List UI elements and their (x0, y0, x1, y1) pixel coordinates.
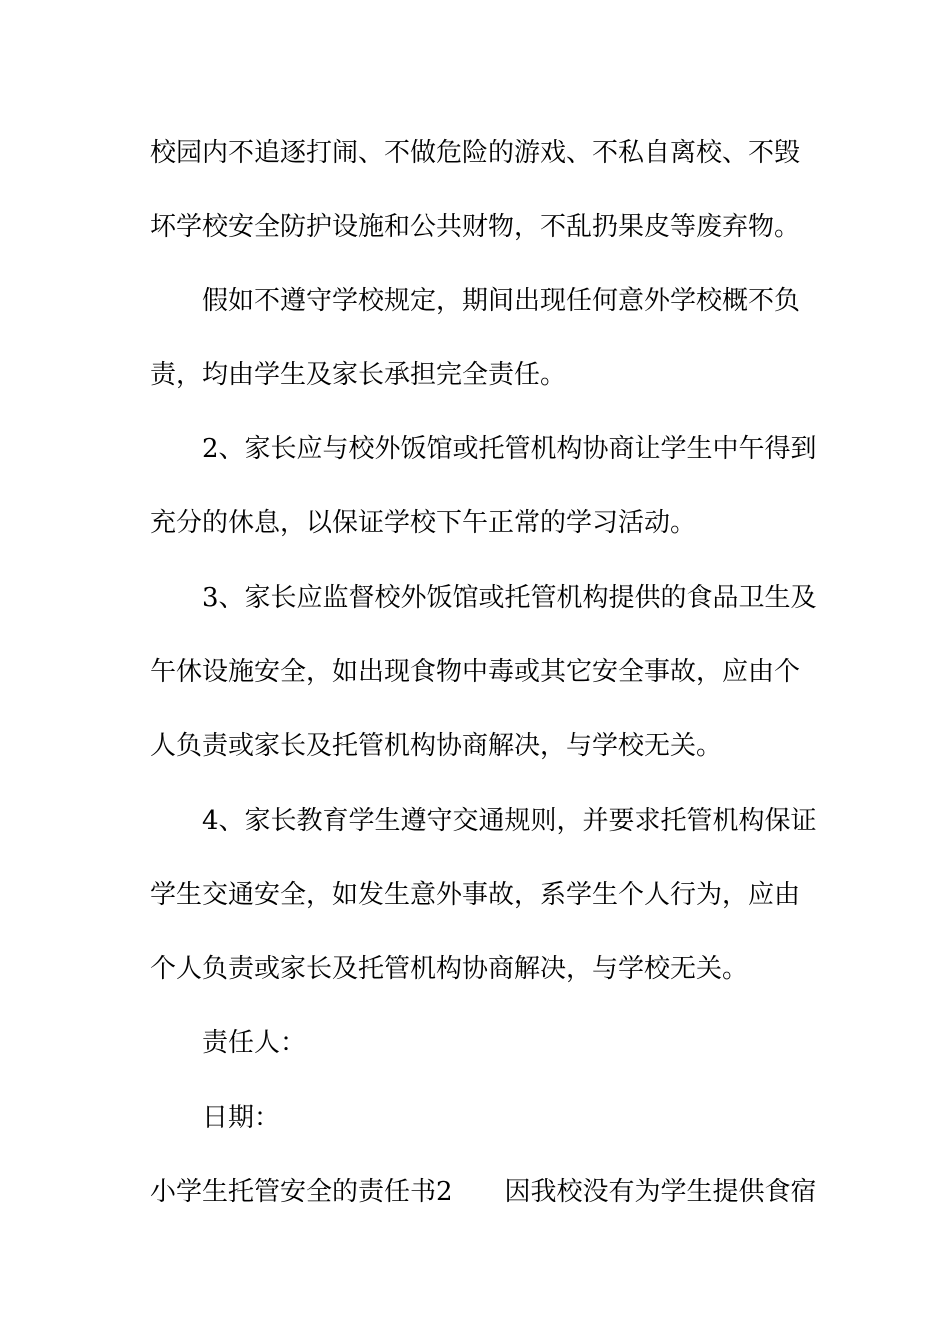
text-line: 责，均由学生及家长承担完全责任。 (150, 360, 567, 390)
text-line: 校园内不追逐打闹、不做危险的游戏、不私自离校、不毁 (150, 138, 801, 168)
signature-label: 责任人： (202, 1028, 307, 1058)
text-line: 坏学校安全防护设施和公共财物，不乱扔果皮等废弃物。 (150, 212, 801, 242)
date-label: 日期： (202, 1103, 281, 1133)
text-line: 学生交通安全，如发生意外事故，系学生个人行为，应由 (150, 880, 801, 910)
text-line: 2、家长应与校外饭馆或托管机构协商让学生中午得到 (202, 434, 817, 464)
text-line: 4、家长教育学生遵守交通规则，并要求托管机构保证 (202, 806, 817, 836)
section-heading: 小学生托管安全的责任书2 因我校没有为学生提供食宿 (150, 1177, 817, 1207)
text-line: 人负责或家长及托管机构协商解决，与学校无关。 (150, 731, 723, 761)
text-line: 充分的休息，以保证学校下午正常的学习活动。 (150, 508, 697, 538)
text-line: 假如不遵守学校规定，期间出现任何意外学校概不负 (202, 286, 801, 316)
text-line: 个人负责或家长及托管机构协商解决，与学校无关。 (150, 954, 749, 984)
text-line: 3、家长应监督校外饭馆或托管机构提供的食品卫生及 (202, 583, 817, 613)
text-line: 午休设施安全，如出现食物中毒或其它安全事故，应由个 (150, 657, 801, 687)
